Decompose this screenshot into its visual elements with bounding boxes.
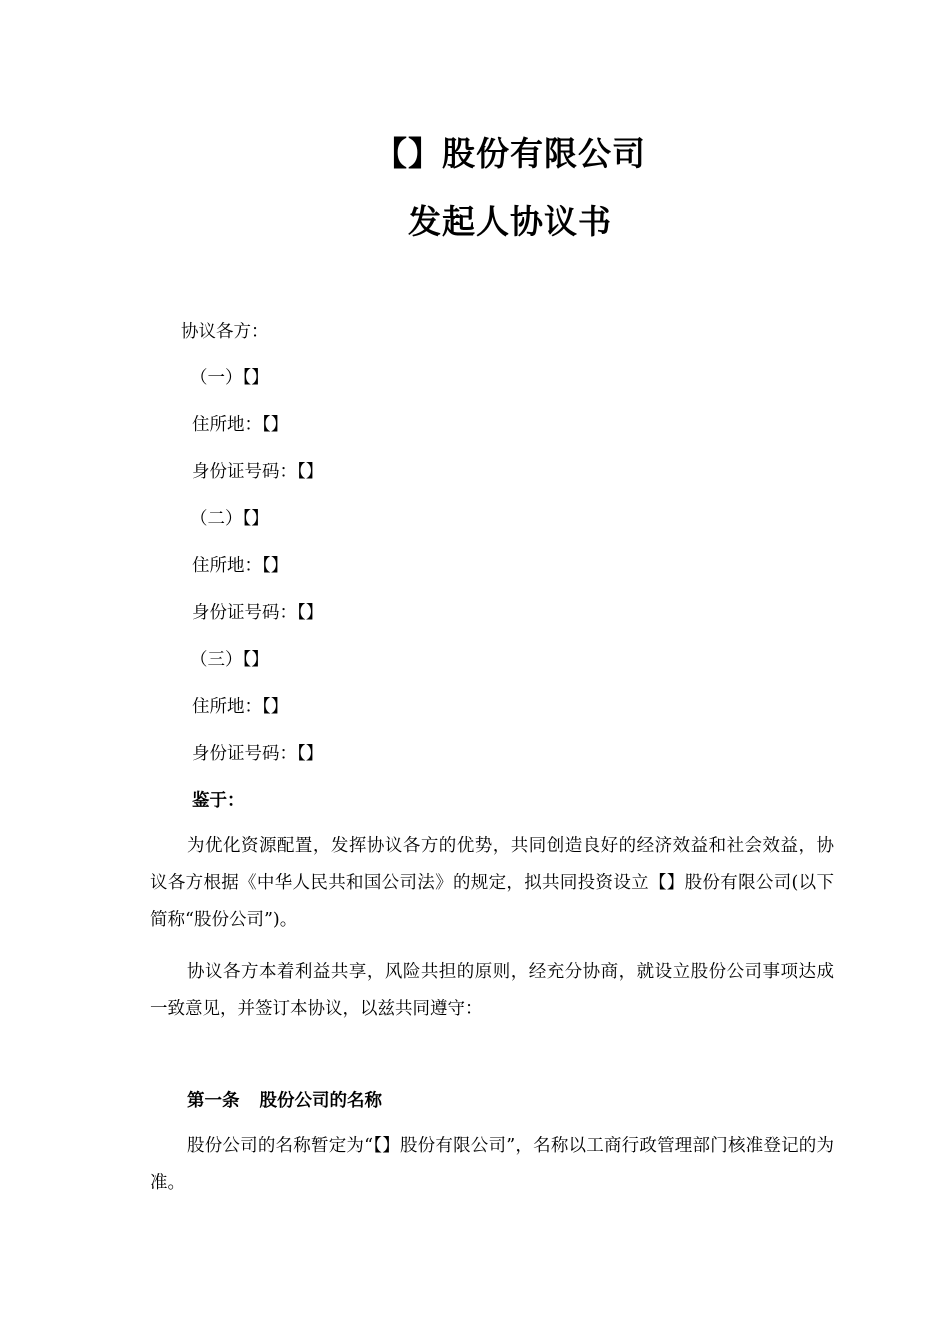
party-2-label: （二）【】 (190, 509, 269, 529)
parties-heading: 协议各方： (181, 322, 269, 342)
recitals-heading: 鉴于： (192, 791, 245, 811)
recitals-paragraph-1: 为优化资源配置，发挥协议各方的优势，共同创造良好的经济效益和社会效益，协议各方根据《中华人民共和国公司法》的规定，拟共同投资设立【】股份有限公司(以下简称“股份公司”)。 (150, 836, 834, 930)
party-2-id-number: 身份证号码：【】 (192, 603, 324, 623)
document-title-agreement: 发起人协议书 (408, 202, 612, 241)
party-1-id-number: 身份证号码：【】 (192, 462, 324, 482)
party-3-id-number: 身份证号码：【】 (192, 744, 324, 764)
recitals-paragraph-2: 协议各方本着利益共享，风险共担的原则，经充分协商，就设立股份公司事项达成一致意见，并签订本协议，以兹共同遵守： (150, 962, 834, 1019)
article-1-number: 第一条 (187, 1091, 240, 1111)
party-3-label: （三）【】 (190, 650, 269, 670)
article-1-title: 股份公司的名称 (259, 1091, 382, 1111)
party-2-address: 住所地：【】 (192, 556, 289, 576)
document-title-company: 【】股份有限公司 (374, 134, 646, 173)
party-1-address: 住所地：【】 (192, 415, 289, 435)
party-3-address: 住所地：【】 (192, 697, 289, 717)
article-1-body: 股份公司的名称暂定为“【】股份有限公司”，名称以工商行政管理部门核准登记的为准。 (150, 1136, 834, 1193)
article-1-heading (187, 1087, 382, 1112)
party-1-label: （一）【】 (190, 368, 269, 388)
